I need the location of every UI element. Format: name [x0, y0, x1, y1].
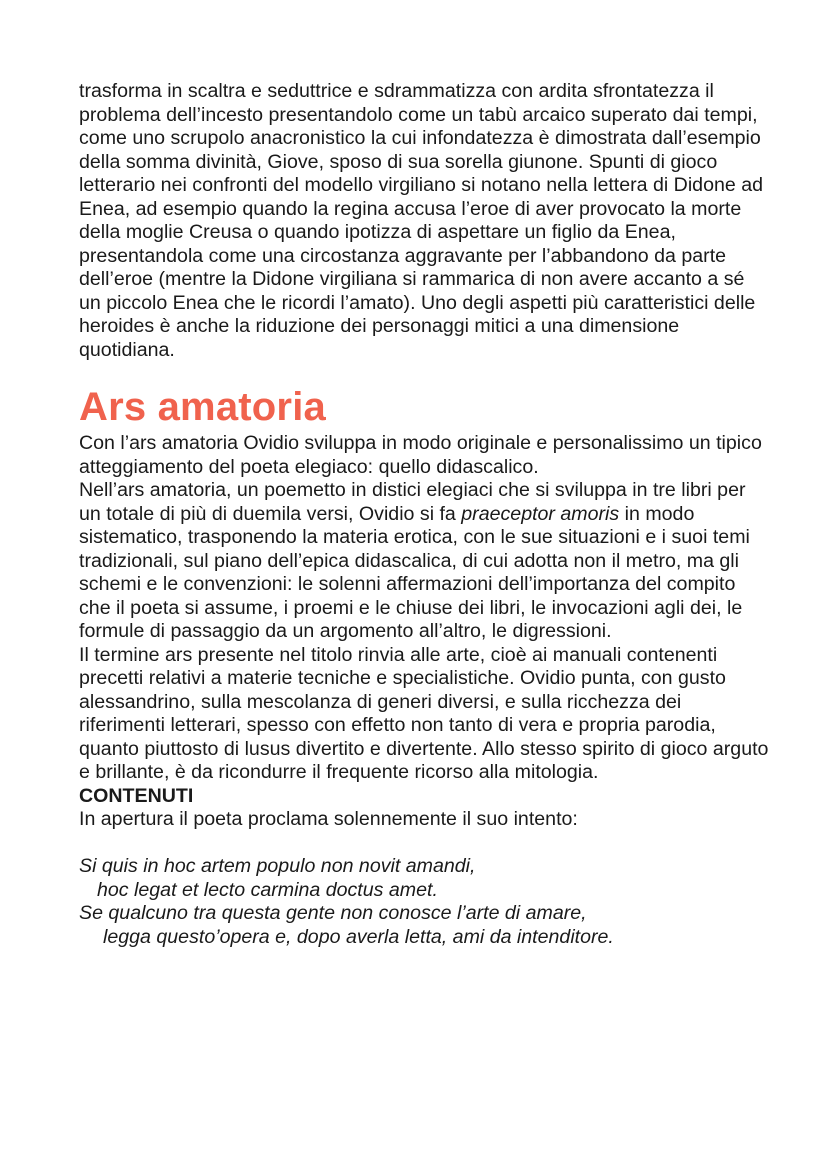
paragraph-2-italic-term: praeceptor amoris	[461, 502, 620, 525]
section-title: Ars amatoria	[79, 385, 326, 429]
paragraph-2-text-before: Nell’ars amatoria, un poemetto in distici elegiaci che si sviluppa in tre libri per un totale di più di duemila versi, Ovidio si fa	[79, 479, 746, 525]
verse-line-2: hoc legat et lecto carmina doctus amet.	[97, 878, 438, 901]
verse-line-3: Se qualcuno tra questa gente non conosce l’arte di amare,	[79, 902, 587, 924]
section-paragraph-2	[79, 479, 769, 644]
section-paragraph-1: Con l’ars amatoria Ovidio sviluppa in modo originale e personalissimo un tipico atteggiamento del poeta elegiaco: quello didascalico.	[79, 432, 762, 478]
intro-paragraph: trasforma in scaltra e seduttrice e sdrammatizza con ardita sfrontatezza il problema dell’incesto presentandolo come un tabù arcaico superato dai tempi, come uno scrupolo anacronistico la cui infondatezza è dimostrata dall’esempio della somma divinità, Giove, sposo di sua sorella giunone. Spunti di gioco letterario nei confronti del modello virgiliano si notano nella lettera di Didone ad Enea, ad esempio quando la regina accusa l’eroe di aver provocato la morte della moglie Creusa o quando ipotizza di aspettare un figlio da Enea, presentandola come una circostanza aggravante per l’abbandono da parte dell’eroe (mentre la Didone virgiliana si rammarica di non avere accanto a sé un piccolo Enea che le ricordi l’amato). Uno degli aspetti più caratteristici delle heroides è anche la riduzione dei personaggi mitici a una dimensione quotidiana.	[79, 80, 764, 361]
verse-line-4: legga questo’opera e, dopo averla letta, ami da intenditore.	[103, 925, 614, 948]
verse-spacer	[79, 832, 769, 856]
section-paragraph-3: Il termine ars presente nel titolo rinvia alle arte, cioè ai manuali contenenti precetti relativi a materie tecniche e specialistiche. Ovidio punta, con gusto alessandrino, sulla mescolanza di generi diversi, e sulla ricchezza dei riferimenti letterari, spesso con effetto non tanto di vera e propria parodia, quanto piuttosto di lusus divertito e divertente. Allo stesso spirito di gioco arguto e brillante, è da ricondurre il frequente ricorso alla mitologia.	[79, 643, 769, 783]
subheading-contenuti: CONTENUTI	[79, 784, 194, 807]
verse-line-1: Si quis in hoc artem populo non novit amandi,	[79, 855, 476, 877]
contenuti-intro: In apertura il poeta proclama solennemente il suo intento:	[79, 808, 578, 830]
paragraph-2-text-after: in modo sistematico, trasponendo la materia erotica, con le sue situazioni e i suoi temi tradizionali, sul piano dell’epica didascalica, di cui adotta non il metro, ma gli schemi e le convenzioni: le solenni affermazioni dell’importanza del compito che il poeta si assume, i proemi e le chiuse dei libri, le invocazioni agli dei, le formule di passaggio da un argomento all’altro, le digressioni.	[79, 502, 750, 642]
document-page	[79, 80, 769, 949]
